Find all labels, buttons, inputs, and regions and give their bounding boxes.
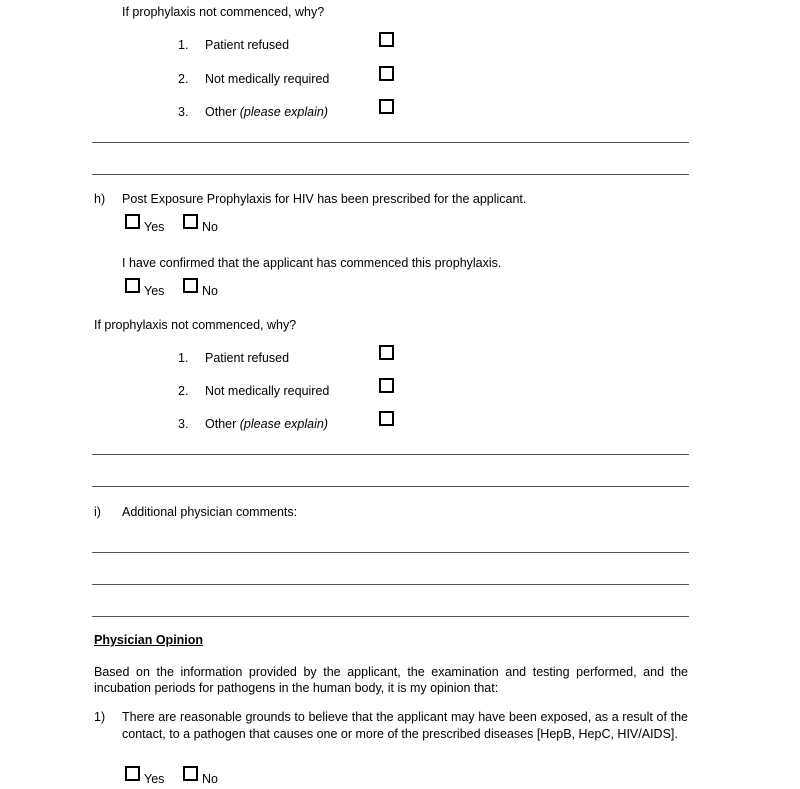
no-label: No (202, 220, 218, 234)
item-number: 1) (94, 710, 106, 724)
option-number: 1. (178, 351, 189, 365)
comments-line[interactable] (92, 584, 689, 585)
option-note: (please explain) (239, 105, 328, 119)
option-label: Other (205, 417, 240, 431)
exposure-no-checkbox[interactable] (183, 766, 198, 781)
option-number: 2. (178, 384, 189, 398)
prophylaxis-reason-question: If prophylaxis not commenced, why? (94, 318, 297, 332)
explanation-line[interactable] (92, 454, 689, 455)
prophylaxis-reason-question: If prophylaxis not commenced, why? (122, 5, 325, 19)
prescribed-yes-checkbox[interactable] (125, 214, 140, 229)
explanation-line[interactable] (92, 174, 689, 175)
yes-label: Yes (144, 284, 165, 298)
option-label: Patient refused (205, 351, 290, 365)
section-letter: i) (94, 505, 101, 519)
comments-line[interactable] (92, 552, 689, 553)
yes-label: Yes (144, 772, 165, 786)
hiv-prophylaxis-statement: Post Exposure Prophylaxis for HIV has been prescribed for the applicant. (122, 192, 527, 206)
yes-label: Yes (144, 220, 165, 234)
no-label: No (202, 772, 218, 786)
explanation-line[interactable] (92, 142, 689, 143)
opinion-item-text: There are reasonable grounds to believe that the applicant may have been exposed, as a result of the contact, to a pathogen that causes one or more of the prescribed diseases [HepB, HepC, HIV/AIDS]. (122, 710, 688, 741)
other-reason-checkbox[interactable] (379, 411, 394, 426)
option-number: 3. (178, 105, 189, 119)
explanation-line[interactable] (92, 486, 689, 487)
commenced-no-checkbox[interactable] (183, 278, 198, 293)
option-label: Not medically required (205, 72, 330, 86)
comments-line[interactable] (92, 616, 689, 617)
option-number: 1. (178, 38, 189, 52)
section-letter: h) (94, 192, 106, 206)
option-number: 3. (178, 417, 189, 431)
option-note: (please explain) (239, 417, 328, 431)
option-label: Not medically required (205, 384, 330, 398)
option-label: Other (205, 105, 240, 119)
opinion-intro: Based on the information provided by the applicant, the examination and testing performed, and the incubation periods for pathogens in the human body, it is my opinion that: (94, 665, 688, 695)
patient-refused-checkbox[interactable] (379, 32, 394, 47)
other-reason-checkbox[interactable] (379, 99, 394, 114)
option-label-other (205, 417, 328, 431)
patient-refused-checkbox[interactable] (379, 345, 394, 360)
physician-opinion-heading: Physician Opinion (94, 633, 204, 647)
option-label: Patient refused (205, 38, 290, 52)
prescribed-no-checkbox[interactable] (183, 214, 198, 229)
physician-comments-label: Additional physician comments: (122, 505, 298, 519)
exposure-yes-checkbox[interactable] (125, 766, 140, 781)
commenced-yes-checkbox[interactable] (125, 278, 140, 293)
option-number: 2. (178, 72, 189, 86)
confirm-statement: I have confirmed that the applicant has commenced this prophylaxis. (122, 256, 502, 270)
no-label: No (202, 284, 218, 298)
option-label-other (205, 105, 328, 119)
not-medically-required-checkbox[interactable] (379, 66, 394, 81)
not-medically-required-checkbox[interactable] (379, 378, 394, 393)
